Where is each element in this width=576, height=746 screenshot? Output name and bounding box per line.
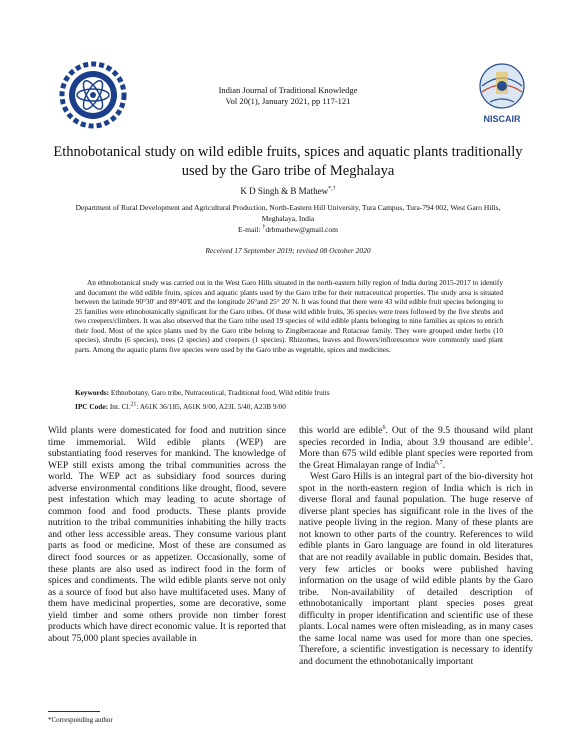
journal-citation: Vol 20(1), January 2021, pp 117-121 <box>225 96 351 106</box>
body-paragraph: West Garo Hills is an integral part of the bio-diversity hot spot in the north-eastern region of India which is rich in diverse floral and faunal population. The huge reserve of diverse plant species has significant role in the lives of the native people living in the region. Many of these plants are not known to other parts of the country. References to wild edible plants in Garo language are found in old literatures that are not readily available in public domain. Besides that, very few articles or books were published having information on the usage of wild edible plants by the Garo tribe. Non-availability of detailed description of ethnobotanically important plant species poses great difficulty in proper identification and scientific use of these plants. Local names were often misleading, as in many cases the same local name was used for more than one species. Therefore, a scientific investigation is necessary to identify and document the ethnobotanically important <box>299 471 533 667</box>
csir-logo <box>58 60 128 130</box>
body-right-column <box>299 425 533 667</box>
authors <box>100 186 476 197</box>
ipc-label: IPC Code: <box>75 402 109 411</box>
email-label: E-mail: <box>238 225 261 234</box>
journal-name: Indian Journal of Traditional Knowledge <box>218 85 358 95</box>
body-left-column <box>48 425 286 644</box>
email-address[interactable]: drbmathew@gmail.com <box>265 225 338 234</box>
keywords-text: Ethnobotany, Garo tribe, Nutraceutical, Traditional food, Wild edible fruits <box>110 388 330 397</box>
affiliation: Department of Rural Development and Agricultural Production, North-Eastern Hill University, Tura Campus, Tura-794 002, West Garo Hills, Meghalaya, India <box>75 203 501 223</box>
text-run: this world are edible <box>299 425 383 436</box>
author-mark: *,† <box>328 186 336 192</box>
received-dates: Received 17 September 2019; revised 08 October 2020 <box>205 246 371 255</box>
body-paragraph: Wild plants were domesticated for food and nutrition since time immemorial. Wild edible plants (WEP) are substantiating food reserves for mankind. The knowledge of WEP still exists among the tribal communities across the world. The WEP act as subsidiary food sources during adverse environmental conditions like drought, flood, severe pest infestation which may leading to acute shortage of common food and food products. These plants provide nutrition to the tribal communities inhabiting the hilly tracts and other less accessible areas. They consume various plant parts as food or medicine. Most of these are consumed as direct food sources or as appetizer. Occasionally, some of these plants are also used as indirect food in the form of spices and condiments. The wild edible plants serve not only as a source of food but also have multifaceted uses. Many of them have medicinal properties, some are decorative, some yield timber and some others provide non timber forest products which have direct economic value. It is reported that about 75,000 plant species available in <box>48 425 286 644</box>
citation-ref: 6 <box>382 424 386 431</box>
ipc-sup: 21 <box>130 401 137 408</box>
body-paragraph <box>299 425 533 471</box>
text-run: . More than 675 wild edible plant species were reported from the Great Himalayan range of India <box>299 436 533 471</box>
footnote-rule <box>48 711 100 712</box>
citation-ref: 1 <box>527 436 531 443</box>
ipc-prefix: Int. Cl. <box>109 402 131 411</box>
text-run: . <box>442 459 446 471</box>
author-names: K D Singh & B Mathew <box>240 186 329 196</box>
text-run: . Out of the 9.5 thousand wild plant species recorded in India, about 3.9 thousand are edible <box>299 425 533 448</box>
ipc-code <box>75 402 503 412</box>
niscair-logo <box>470 56 534 128</box>
email-mark: † <box>262 224 266 231</box>
abstract <box>75 278 503 354</box>
abstract-text: An ethnobotanical study was carried out in the West Garo Hills situated in the north-eastern hilly region of India during 2015-2017 to identify and document the wild edible fruits, spices and aquatic plants used by the Garo tribe for their nutraceutical properties. The study area is situated between the latitude 90°30' and 89°40'E and the longitude 26°and 25° 20' N. It was found that there were 43 wild edible fruit species belonging to 25 families were ethnobotanically significant for the Garo tribes. Of these wild edible fruits, 36 species were trees followed by the five shrubs and two creepers/climbers. It was also observed that the Garo tribe used 19 species of wild edible plants belonging to nine families as spices to enrich their food. Most of the spice plants used by the Garo tribe belong to Zingiberaceae and Rutaceae family. They were grouped under herbs (10 species), shrubs (6 species), trees (2 species) and creepers (1 species). Rhizomes, leaves and flowers/inflorescence were commonly used plant parts. Among the aquatic plants five species were used by the Garo tribe as vegetable, spices and medicines. <box>75 278 503 354</box>
keywords <box>75 388 503 398</box>
citation-ref: 6,7 <box>435 459 443 466</box>
ipc-codes: : A61K 36/185, A61K 9/00, A23L 5/40, A23B 9/00 <box>136 402 286 411</box>
niscair-logo-text: NISCAIR <box>483 114 521 124</box>
email-line <box>100 225 476 235</box>
footnote: *Corresponding author <box>48 716 113 724</box>
keywords-label: Keywords: <box>75 388 110 397</box>
journal-header <box>150 85 426 107</box>
paper-title: Ethnobotanical study on wild edible fruits, spices and aquatic plants traditionally used by the Garo tribe of Meghalaya <box>53 144 523 179</box>
